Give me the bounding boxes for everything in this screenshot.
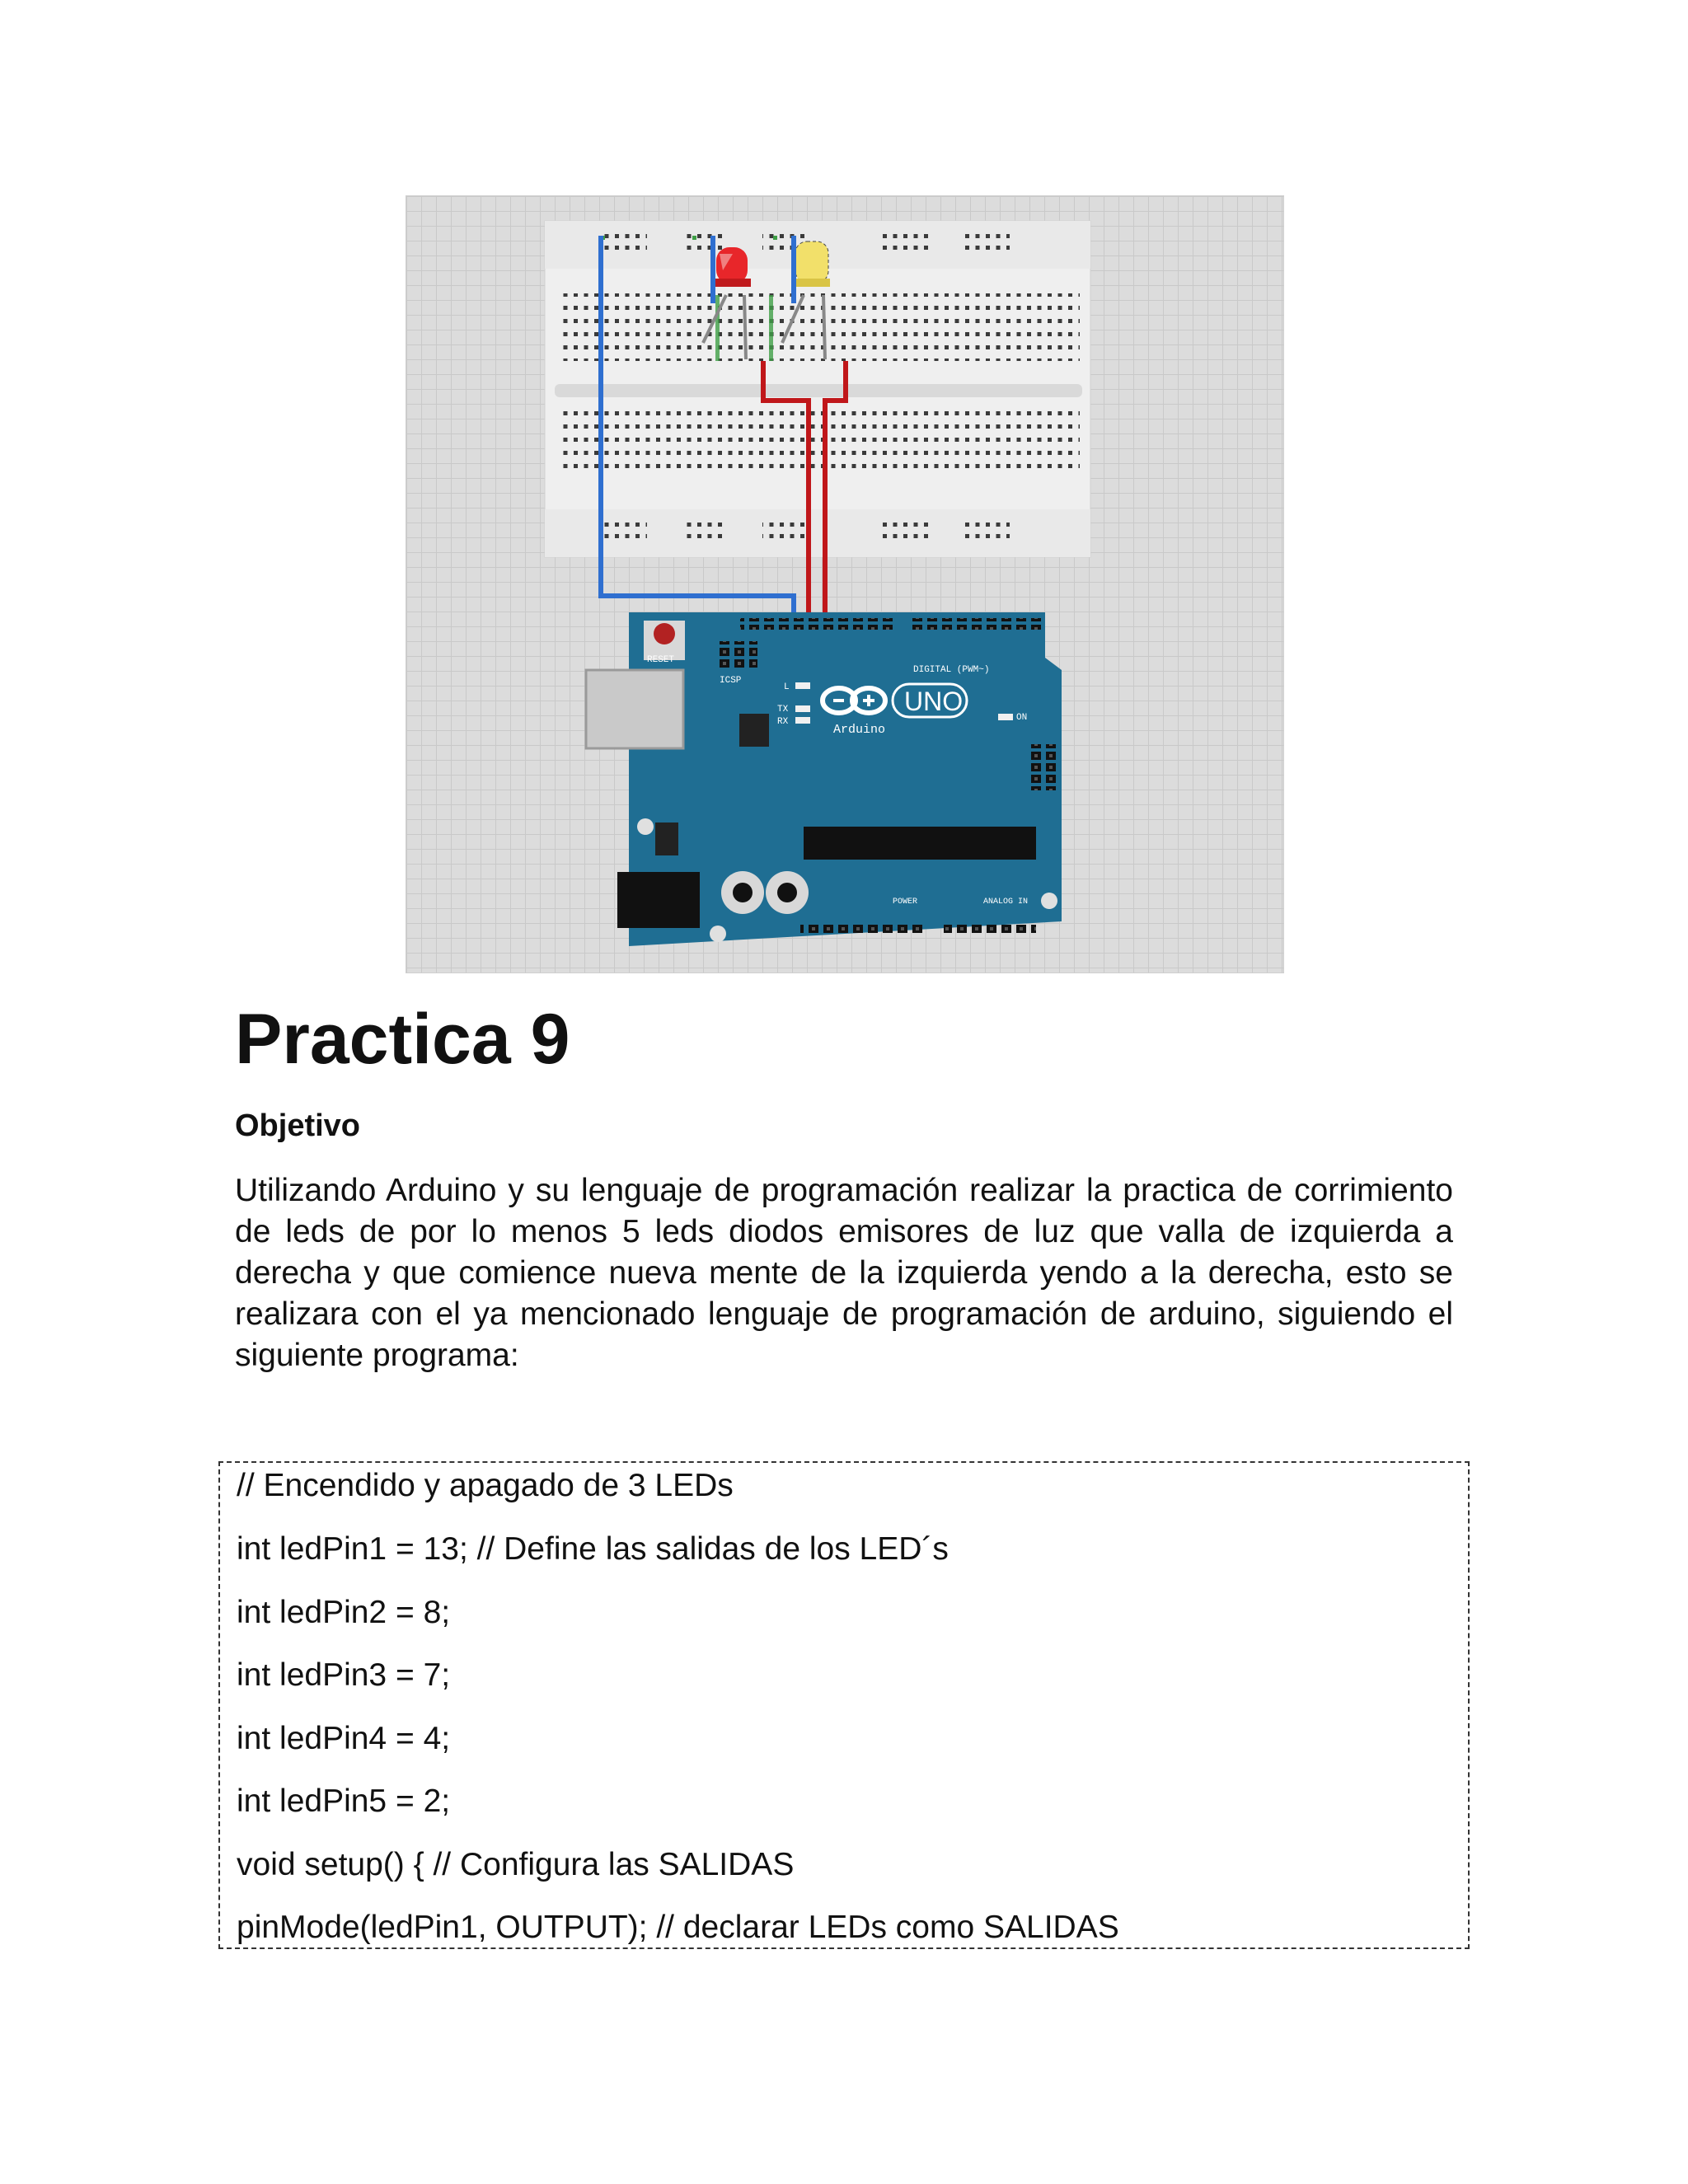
rx-label: RX <box>777 717 789 727</box>
code-line: int ledPin2 = 8; <box>237 1595 451 1630</box>
code-line: int ledPin3 = 7; <box>237 1657 451 1693</box>
code-line: void setup() { // Configura las SALIDAS <box>237 1847 795 1882</box>
reset-button-icon <box>654 623 675 644</box>
tx-label: TX <box>777 705 789 715</box>
circuit-diagram <box>406 195 1284 973</box>
page-title: Practica 9 <box>235 1000 570 1079</box>
l-label: L <box>784 682 790 692</box>
icsp-label: ICSP <box>720 676 742 686</box>
code-line: pinMode(ledPin1, OUTPUT); // declarar LEDs como SALIDAS <box>237 1910 1119 1945</box>
code-block <box>218 1461 1470 1949</box>
code-line: int ledPin4 = 4; <box>237 1721 451 1756</box>
arduino-uno-board <box>586 612 1062 946</box>
objective-paragraph: Utilizando Arduino y su lenguaje de programación realizar la practica de corrimiento de leds de por lo menos 5 leds diodos emisores de luz que valla de izquierda a derecha y que comience nueva mente de la izquierda yendo a la derecha, esto se realizara con el ya mencionado lenguaje de programación de arduino, siguiendo el siguiente programa: <box>235 1173 1453 1373</box>
reset-label: RESET <box>647 655 675 665</box>
digital-label: DIGITAL (PWM~) <box>913 665 990 675</box>
analog-label: ANALOG IN <box>983 898 1029 907</box>
code-line: int ledPin5 = 2; <box>237 1783 451 1819</box>
board-brand-label: Arduino <box>833 723 886 737</box>
board-model-label: UNO <box>904 687 964 716</box>
circuit-svg <box>406 196 1283 972</box>
power-label: POWER <box>893 898 918 907</box>
objective-heading: Objetivo <box>235 1108 361 1143</box>
code-line: // Encendido y apagado de 3 LEDs <box>237 1468 734 1503</box>
code-line: int ledPin1 = 13; // Define las salidas de los LED´s <box>237 1531 949 1567</box>
on-label: ON <box>1016 713 1028 723</box>
